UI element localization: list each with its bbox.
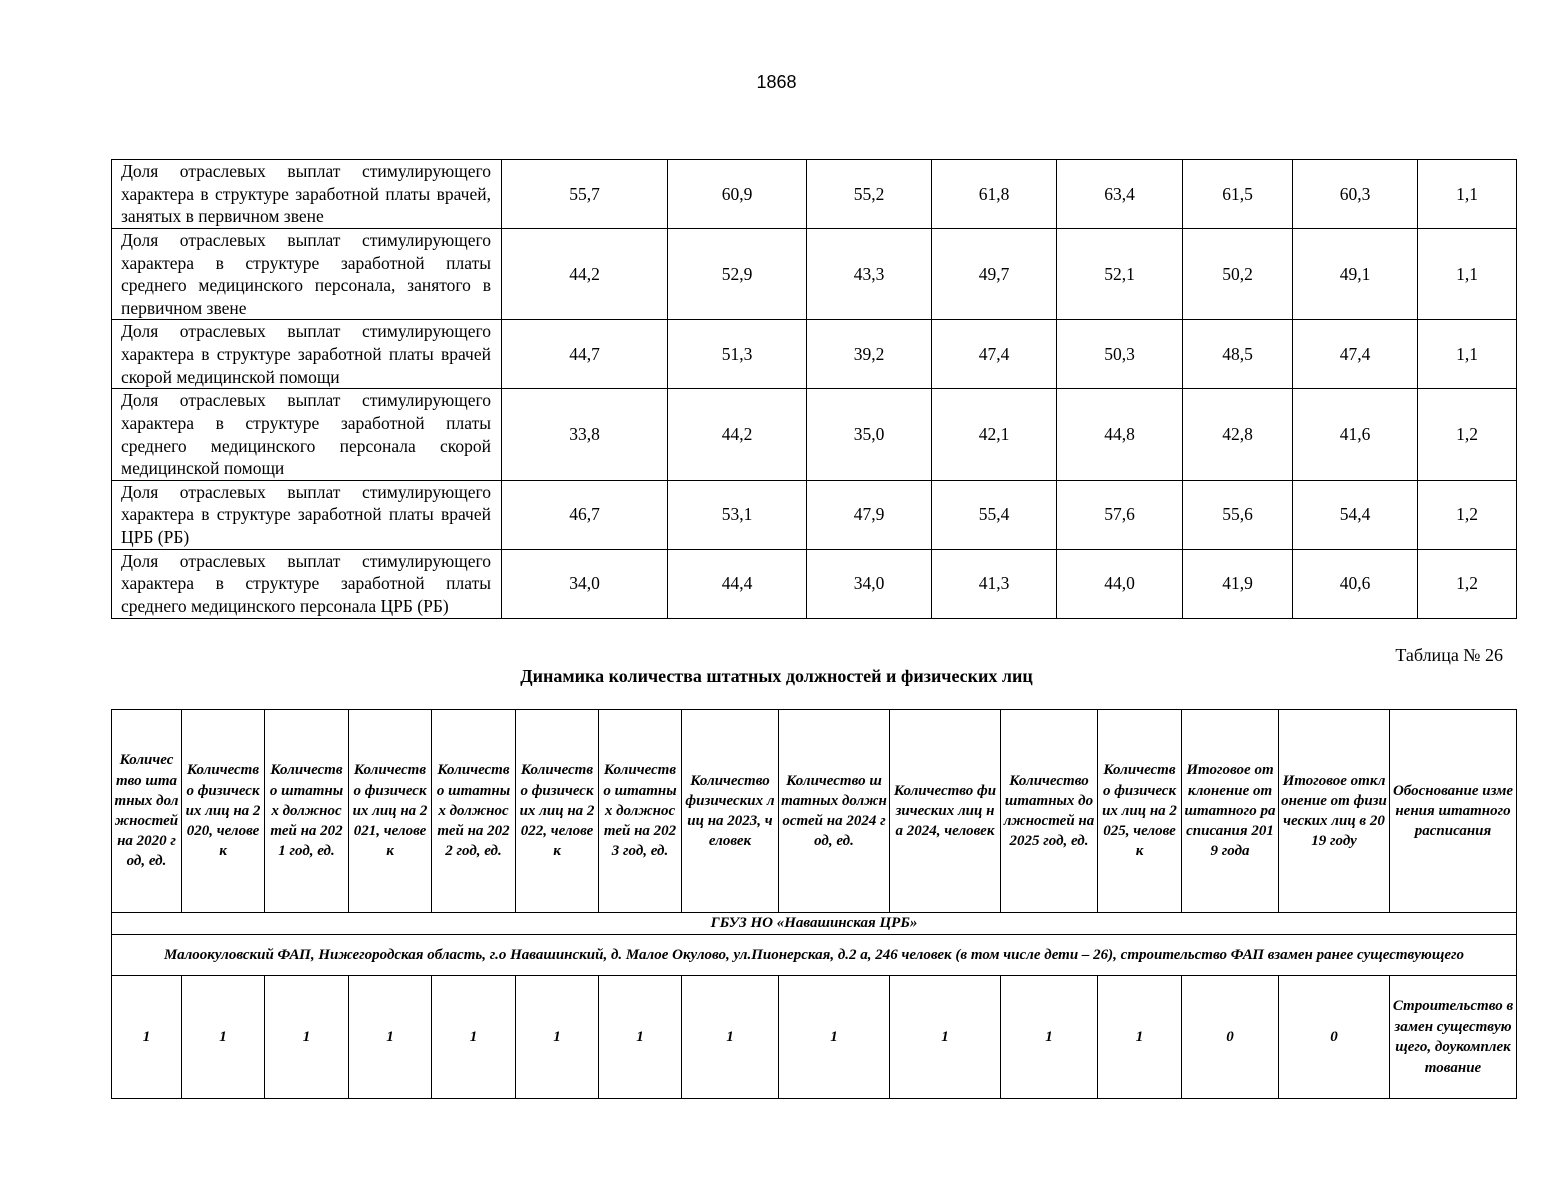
value-cell: 50,2 (1183, 229, 1293, 320)
value-cell: 55,2 (807, 160, 932, 229)
value-cell: 1,1 (1418, 320, 1517, 389)
value-cell: 1,2 (1418, 389, 1517, 480)
value-cell: 0 (1279, 976, 1390, 1099)
value-cell: 1 (516, 976, 599, 1099)
page-number: 1868 (756, 72, 797, 92)
value-cell: 44,2 (668, 389, 807, 480)
value-cell: 47,9 (807, 480, 932, 549)
value-cell: 35,0 (807, 389, 932, 480)
value-cell: 1,1 (1418, 160, 1517, 229)
table-row (112, 229, 1517, 320)
column-header: Итоговое отклонение от физических лиц в 2019 году (1279, 710, 1390, 913)
value-cell: 57,6 (1057, 480, 1183, 549)
value-cell: 1 (599, 976, 682, 1099)
column-header: Количество физических лиц на 2024, человек (890, 710, 1001, 913)
value-cell: 46,7 (502, 480, 668, 549)
value-cell: 42,8 (1183, 389, 1293, 480)
value-cell: 43,3 (807, 229, 932, 320)
value-cell: 61,5 (1183, 160, 1293, 229)
value-cell: 55,7 (502, 160, 668, 229)
salary-share-table (111, 159, 1517, 619)
value-cell: 34,0 (807, 549, 932, 618)
value-cell: 1 (432, 976, 516, 1099)
value-cell: 1,1 (1418, 229, 1517, 320)
value-cell: 44,8 (1057, 389, 1183, 480)
table-caption: Таблица № 26 (1395, 645, 1503, 665)
value-cell: 1 (682, 976, 779, 1099)
value-cell: 1,2 (1418, 549, 1517, 618)
row-label: Доля отраслевых выплат стимулирующего характера в структуре заработной платы врачей скорой медицинской помощи (112, 320, 502, 389)
value-cell: 1 (265, 976, 349, 1099)
column-header: Количество штатных должностей на 2025 год, ед. (1001, 710, 1098, 913)
value-cell: 41,3 (932, 549, 1057, 618)
value-cell: 0 (1182, 976, 1279, 1099)
value-cell: 41,9 (1183, 549, 1293, 618)
column-header: Итоговое отклонение от штатного расписания 2019 года (1182, 710, 1279, 913)
value-cell: 1,2 (1418, 480, 1517, 549)
table-row (112, 976, 1517, 1099)
column-header: Количество физических лиц на 2022, человек (516, 710, 599, 913)
row-label: Доля отраслевых выплат стимулирующего характера в структуре заработной платы среднего медицинского персонала ЦРБ (РБ) (112, 549, 502, 618)
value-cell: 52,1 (1057, 229, 1183, 320)
value-cell: 41,6 (1293, 389, 1418, 480)
column-header: Количество физических лиц на 2025, человек (1098, 710, 1182, 913)
value-cell: 51,3 (668, 320, 807, 389)
value-cell: 53,1 (668, 480, 807, 549)
value-cell: 1 (349, 976, 432, 1099)
justification-cell: Строительство взамен существующего, доукомплектование (1390, 976, 1517, 1099)
value-cell: 55,6 (1183, 480, 1293, 549)
table-title: Динамика количества штатных должностей и физических лиц (520, 666, 1033, 686)
facility-row (112, 935, 1517, 976)
column-header: Количество физических лиц на 2021, человек (349, 710, 432, 913)
value-cell: 1 (779, 976, 890, 1099)
value-cell: 47,4 (932, 320, 1057, 389)
value-cell: 60,9 (668, 160, 807, 229)
value-cell: 55,4 (932, 480, 1057, 549)
value-cell: 1 (112, 976, 182, 1099)
value-cell: 1 (1098, 976, 1182, 1099)
value-cell: 50,3 (1057, 320, 1183, 389)
value-cell: 44,7 (502, 320, 668, 389)
value-cell: 44,0 (1057, 549, 1183, 618)
value-cell: 60,3 (1293, 160, 1418, 229)
value-cell: 1 (1001, 976, 1098, 1099)
facility-description: Малоокуловский ФАП, Нижегородская область, г.о Навашинский, д. Малое Окулово, ул.Пионерская, д.2 а, 246 человек (в том числе дети – 26), строительство ФАП взамен ранее существующего (112, 935, 1517, 976)
column-header: Количество штатных должностей на 2022 год, ед. (432, 710, 516, 913)
row-label: Доля отраслевых выплат стимулирующего характера в структуре заработной платы врачей, занятых в первичном звене (112, 160, 502, 229)
value-cell: 49,7 (932, 229, 1057, 320)
table-row (112, 320, 1517, 389)
column-header: Количество штатных должностей на 2024 год, ед. (779, 710, 890, 913)
value-cell: 63,4 (1057, 160, 1183, 229)
column-header: Количество физических лиц на 2023, человек (682, 710, 779, 913)
row-label: Доля отраслевых выплат стимулирующего характера в структуре заработной платы врачей ЦРБ (РБ) (112, 480, 502, 549)
value-cell: 1 (182, 976, 265, 1099)
row-label: Доля отраслевых выплат стимулирующего характера в структуре заработной платы среднего медицинского персонала, занятого в первичном звене (112, 229, 502, 320)
value-cell: 49,1 (1293, 229, 1418, 320)
value-cell: 61,8 (932, 160, 1057, 229)
value-cell: 47,4 (1293, 320, 1418, 389)
table-row (112, 160, 1517, 229)
staffing-dynamics-table (111, 709, 1517, 1099)
value-cell: 52,9 (668, 229, 807, 320)
value-cell: 44,2 (502, 229, 668, 320)
row-label: Доля отраслевых выплат стимулирующего характера в структуре заработной платы среднего медицинского персонала скорой медицинской помощи (112, 389, 502, 480)
column-header: Количество штатных должностей на 2023 год, ед. (599, 710, 682, 913)
table-row (112, 389, 1517, 480)
value-cell: 39,2 (807, 320, 932, 389)
value-cell: 54,4 (1293, 480, 1418, 549)
value-cell: 44,4 (668, 549, 807, 618)
column-header: Количество штатных должностей на 2021 год, ед. (265, 710, 349, 913)
organization-name: ГБУЗ НО «Навашинская ЦРБ» (112, 913, 1517, 935)
value-cell: 34,0 (502, 549, 668, 618)
org-row (112, 913, 1517, 935)
column-header: Обоснование изменения штатного расписания (1390, 710, 1517, 913)
value-cell: 42,1 (932, 389, 1057, 480)
table-row (112, 480, 1517, 549)
header-row (112, 710, 1517, 913)
value-cell: 1 (890, 976, 1001, 1099)
value-cell: 40,6 (1293, 549, 1418, 618)
table-row (112, 549, 1517, 618)
column-header: Количество штатных должностей на 2020 год, ед. (112, 710, 182, 913)
column-header: Количество физических лиц на 2020, человек (182, 710, 265, 913)
value-cell: 48,5 (1183, 320, 1293, 389)
value-cell: 33,8 (502, 389, 668, 480)
